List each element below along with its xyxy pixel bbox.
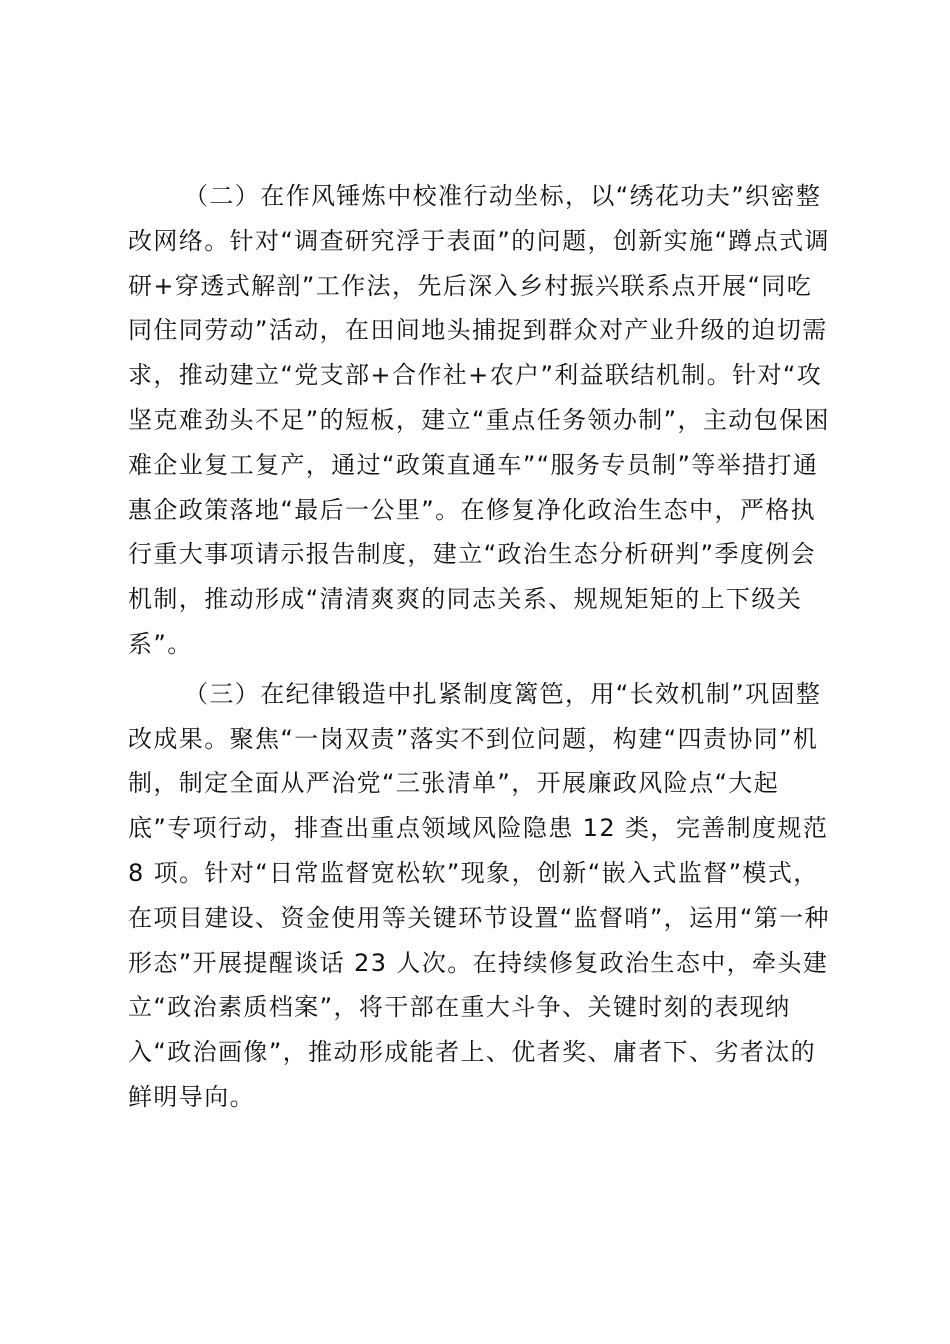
document-body (128, 174, 828, 1120)
text-line: 难企业复工复产，通过“政策直通车”“服务专员制”等举措打通 (128, 450, 819, 479)
text-line: 改成果。聚焦“一岗双责”落实不到位问题，构建“四责协同”机 (128, 724, 819, 753)
text-line: 立“政治素质档案”，将干部在重大斗争、关键时刻的表现纳 (128, 993, 791, 1022)
text-line: （二）在作风锤炼中校准行动坐标，以“绣花功夫”织密整 (184, 182, 822, 210)
text-line: 坚克难劲头不足”的短板，建立“重点任务领办制”，主动包保困 (128, 405, 830, 434)
text-line: 同住同劳动”活动，在田间地头捕捉到群众对产业升级的迫切需 (128, 316, 828, 345)
text-line: 入“政治画像”，推动形成能者上、优者奖、庸者下、劣者汰的 (128, 1038, 817, 1067)
paragraph-section-two (128, 174, 828, 667)
text-line: 求，推动建立“党支部+合作社+农户”利益联结机制。针对“攻 (128, 361, 823, 390)
text-line: 鲜明导向。 (128, 1082, 255, 1111)
text-line: 行重大事项请示报告制度，建立“政治生态分析研判”季度例会 (128, 540, 817, 569)
text-line: 底”专项行动，排查出重点领域风险隐患 12 类，完善制度规范 (128, 814, 829, 843)
text-line: （三）在纪律锻造中扎紧制度篱笆，用“长效机制”巩固整 (184, 679, 822, 708)
paragraph-section-three (128, 672, 828, 1120)
text-line: 研+穿透式解剖”工作法，先后深入乡村振兴联系点开展“同吃 (128, 271, 813, 300)
text-line: 系”。 (128, 629, 193, 658)
text-line: 形态”开展提醒谈话 23 人次。在持续修复政治生态中，牵头建 (128, 948, 829, 977)
text-line: 改网络。针对“调查研究浮于表面”的问题，创新实施“蹲点式调 (128, 226, 830, 255)
text-line: 机制，推动形成“清清爽爽的同志关系、规规矩矩的上下级关 (128, 585, 803, 614)
text-line: 在项目建设、资金使用等关键环节设置“监督哨”，运用“第一种 (128, 903, 830, 932)
text-line: 8 项。针对“日常监督宽松软”现象，创新“嵌入式监督”模式， (128, 858, 819, 887)
text-line: 惠企政策落地“最后一公里”。在修复净化政治生态中，严格执 (128, 495, 817, 524)
text-line: 制，制定全面从严治党“三张清单”，开展廉政风险点“大起 (128, 769, 780, 798)
